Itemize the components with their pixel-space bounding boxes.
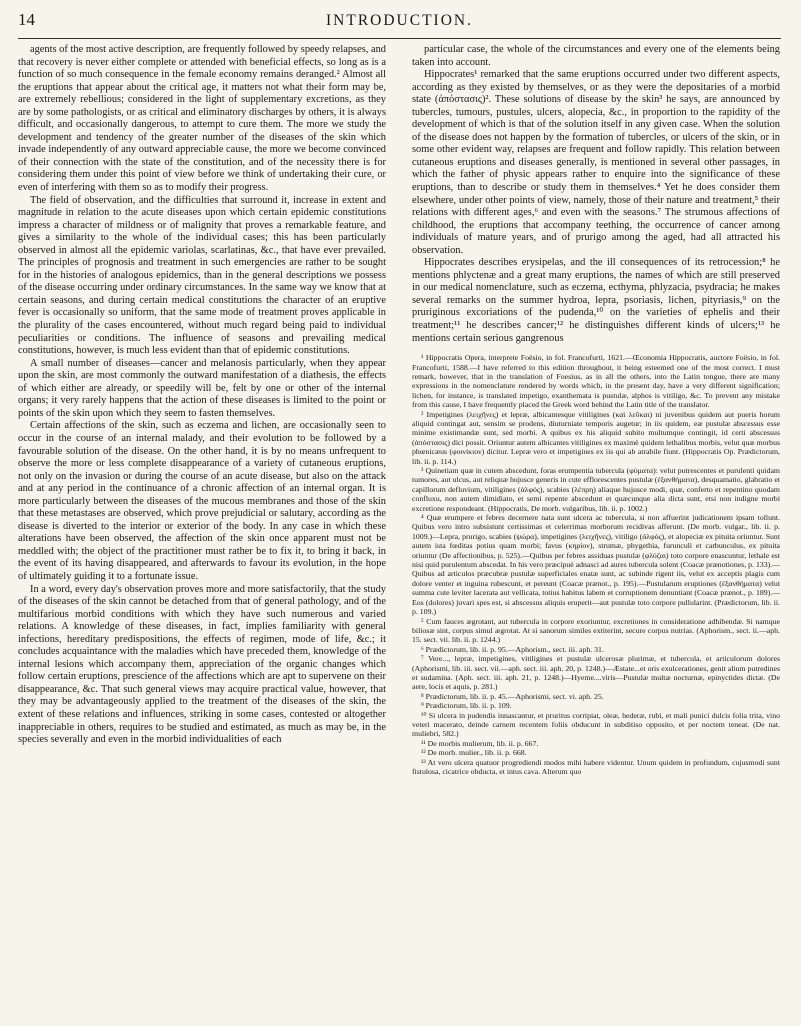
footnote: ⁹ Prædictorum, lib. ii. p. 109.: [421, 701, 512, 711]
left-paragraph: agents of the most active description, are frequently followed by speedy relapses, and that recovery is never either complete or attended with beneficial effects, so long as is a function of so much consequence in the female economy remains deranged.² Almost all the eruptions that appear about the critical age, it matters not what their form may be, are extremely rebellious; considered in the light of supplementary excretions, as they are by some pathologists, or as critical and eliminatory discharges by others, it is always difficult, and occasionally dangerous, to attempt to cure them. The more we study the development and tendency of the greater number of the diseases of the skin which invade independently of any outward appreciable cause, the more we become convinced of their connection with the state of the constitution, and of the necessity there is for considering them under this point of view before we think of undertaking their cure, or even of interfering with them so as to modify their progress.: [18, 44, 386, 194]
left-paragraph: A small number of diseases—cancer and melanosis particularly, when they appear upon the skin, are most commonly the outward manifestation of a diathesis, the effects of which either are already, or speedily will be, felt by one or other of the internal organs; it very rarely happens that the action of these diseases is limited to the point or points of the skin upon which they seem to fasten themselves.: [18, 357, 386, 419]
left-paragraph: The field of observation, and the difficulties that surround it, increase in extent and magnitude in relation to the acute diseases upon which certain epidemic constitutions impress a character of mildness or of malignity that proves a remarkable feature, and gives a similarity to the whole of the individual cases; this has been particularly observed in almost all the epidemic variolas, scarlatinas, &c., that have ever prevailed. The principles of prognosis and treatment in such emergencies are rather to be sought for in the histories of analogous epidemics, than in the general descriptions we possess of the disease occurring under ordinary circumstances. In the same way we know that at certain seasons, and during certain medical constitutions the character of an eruptive fever is occasionally so uniform, that the same mode of treatment proves applicable in the plurality of the cases encountered, without much regard being paid to individual peculiarities or conditions. The influence of seasons and prevailing medical constitutions, however, is much less evident than that of epidemic constitutions.: [18, 194, 386, 357]
footnote: ² Impetigines (λειχῆνες) et lepræ, albicantesque vitiligines (καὶ λεῦκαι) ni juvenibus quidem aut pueris horum aliquid contingat aut, sensim se prodens, diuturniate temporis augetur; in iis quidem, eæ pustulæ abscessus esse minime existimandæ sunt, sed morbi. A quibus ex his aliquid subito multumque contingit, id certi abscessus (ἀπόστασις) dici possit. Oriuntur autem albicantes vitiligines ex maximè quidem lethalibus morbis, velut quæ morbus phœnicæus (φοινίκιον) dicitur. Lepræ vero et impetigines ex iis qui ab atrabile fiunt. (Hippocratis Op. Prædictorum, lib. ii. p. 114.): [412, 409, 780, 466]
footnote: ⁷ Vere..., lepræ, impetigines, vitiligines et pustulæ ulcerosæ plurimæ, et tubercula, et articulorum dolores (Aphorismi, lib. iii. sect. vii.—aph. sect. iii. aph. 20, p. 1248.)—Æstate...et oris exulcerationes, genit alium putredines et sudamina. (Aph. sect. iii. aph. 21, p. 1248.)—Hyeme....viris—Pustulæ multæ nocturnæ, epinyctides dictæ. (De aere, locis et aquis, p. 281.): [412, 654, 780, 692]
footnote: ¹ Hippocratis Opera, interprete Foësio, in fol. Francofurti, 1621.—Œconomia Hippocratis, auctore Foësio, in fol. Francofurti, 1588.—I have referred to this edition throughout, it being esteemed one of the most correct. I must remark, however, that in the translation of Foesius, as in all the others, into the Latin tongue, there are many expressions in the nomenclature rendered by words which, in the present day, have a very different signification; lichen, for instance, is translated impetigo, exanthemata is pustulæ, alphos is vitiligo, &c. To prevent any mistake from this cause, I have frequently placed the Greek word behind the Latin title of the translator.: [412, 353, 780, 410]
footnote: ³ Quinetiam quæ in cutem abscedunt, foras erumpentia tubercula (φύματα): velut putrescentes et purulenti quidam tumores, aut ulcus, aut reliquæ hujusce generis in cute efflorescentes pustulæ (ἐξανθήματα), desquamatio, glabratio et capillorum defluvium, vitiligines (ἀλφός), scabies (λέπρη) aliaque hujusce modi, quæ, conferto et repentino quodam confluxu, non autem dimidiato, et semi repente abscedunt et quæcunque alia dicta sunt, etsi non indigne morbi excretione respondeant. (Hippocratis, De morb. vulgaribus, lib. ii. p. 1002.): [412, 466, 780, 513]
footnote: ¹¹ De morbis mulierum, lib. ii. p. 667.: [421, 738, 539, 748]
footnote: ⁴ Quæ erumpere et febres decernere nata sunt ulcera ac tubercula, si non affuerint judicationem ipsam tollunt. Quibus vero intro subsistunt certissimas et celerrimas morborum recidivas afferunt. (De morb. vulgar., lib. ii. p. 1009.)—Lepra, prurigo, scabies (ψώρα), impetigines (λειχῆνες), vitiligo (ἀλφός), et alopeciæ ex pituita oriuntur. Sunt autem ista fœditas potius quam morbi; favus (κηρίον), strumæ, phygethia, furunculi et carbunculus, ex pituita oriuntur (De affectionibus, p. 525).—Quibus per febres assiduas pustulæ (φλύζαι) toto corpore enascuntur, lethale est nisi quid purulentum abscedat. In his vero præcipuè adnasci ad aures tubercula solent (Coacæ prænotiones, p. 133).—Quibus ad articulos præcubræ pustulæ superficiales enatæ sunt, ac subinde rigent iis, velut ex acceptis plagis cum dolore venter et inguina rubescunt, et pereunt (Coacæ prænot., p. 195).—Pustularum eruptiones (ἐξανθήματα) velut summa cute leviter lacerata aut vellicata, totius habitus labem et corruptionem denuntiant (Coacæ prænot., p. 189).—Eos (dolores) juvari spes est, si abscessus aliquis eruperit—aut pustulæ toto corpore pullularint. (Prædictorum, lib. ii. p. 109.): [412, 513, 780, 617]
right-column: [412, 44, 780, 776]
footnote: ⁸ Prædictorum, lib. ii. p. 45.—Aphorismi, sect. vi. aph. 25.: [421, 691, 604, 701]
footnote: ¹² De morb. mulier., lib. ii. p. 668.: [421, 748, 527, 758]
right-paragraph: Hippocrates¹ remarked that the same eruptions occurred under two different aspects, according as they existed by themselves, or as they were the depositaries of a morbid state (ἀπόστασις)². These solutions of disease by the skin³ he says, are announced by tubercles, tumours, pustules, ulcers, alopecia, &c., in proportion to the rapidity of the development of which is that of the solution itself in any given case. When the solution of the disease does not happen by the formation of tubercles, or ulcers of the skin, or in some other evident way, relapses are frequent and follow rapidly. This relation between cutaneous eruptions and diseases generally, is mentioned in several other passages, in which the father of physic appears rather to enquire into the significance of these eruptions, than to describe or study them in themselves.⁴ Yet he does consider them elsewhere, under other points of view, namely, those of their nature and treatment,⁵ their relations with different ages,⁶ and even with the seasons.⁷ The strumous affections of childhood, the eruptions that accompany teething, the occurrence of cancer among individuals of mature years, and of prurigo among the aged, had all attracted his observation.: [412, 69, 780, 256]
page-number: 14: [18, 10, 35, 29]
footnote: ¹³ At vero ulcera quatuor progrediendi modos mihi habere videntur. Unum quidem in profundum, cujusmodi sunt fistulosa, cicatrice obducta, et intus cava. Alterum quo: [412, 757, 780, 776]
right-paragraph: particular case, the whole of the circumstances and every one of the elements being taken into account.: [412, 44, 780, 68]
footnote: ⁵ Cum fauces ægrotant, aut tubercula in corpore exoriuntur, excretiones in consideratione adhibendæ. Si namque biliosæ sint, corpus simul ægrotat. At si sanorum similes extiterint, secure corpus nutrias. (Aphorism., sect. ii.—aph. 15. sect. vii. lib. ii. p. 1244.): [412, 616, 780, 645]
page-header: [18, 8, 781, 39]
right-paragraph: Hippocrates describes erysipelas, and the ill consequences of its retrocession;⁸ he mentions phlyctenæ and a great many eruptions, the names of which are still preserved in our medical nomenclature, such as eczema, ecthyma, phlyzacia, psydracia; he makes several remarks on the summer hydroa, lepra, psoriasis, lichen, pityriasis,⁹ on the pruriginous excoriations of the pudenda,¹⁰ on the varieties of ephelis and their treatment;¹¹ he describes cancer;¹² he distinguishes different kinds of ulcers;¹³ he mentions certain serious gangrenous: [412, 257, 780, 344]
left-paragraph: Certain affections of the skin, such as eczema and lichen, are occasionally seen to occur in the course of an internal malady, and their evolution to be followed by a favourable solution of the disease. On the other hand, it is by no means unfrequent to observe the more or less complete disappearance of a variety of cutaneous eruptions, not only on the invasion or during the course of an acute disease, but also on the attack and at any period in the continuance of a chronic affection of an internal organ. It is more particularly between the diseases of the mucous membranes and those of the skin that these metastases are observed, which prove prejudicial or salutary, according as the disease is diverted to the interior or exterior of the body. In any case in which these alterations have been observed, the affection of the skin once apparent must not be meddled with; the object of the practitioner must rather be to fix it, to bring it back, in the event of its having disappeared, and afterwards to favour its evolution, in the hope of ultimately guiding it to a fortunate issue.: [18, 420, 386, 582]
footnote: ¹⁰ Si ulcera in pudendis innascantur, et pruritus corripiat, oleæ, hederæ, rubi, et mali punici dulcis folia trita, vino veteri macerato, deinde carnem recentem foliis obducunt in subditiso opposito, et per noctem teneat. (De nat. muliebri, 582.): [412, 710, 780, 739]
left-paragraph: In a word, every day's observation proves more and more satisfactorily, that the study of the diseases of the skin cannot be detached from that of general pathology, and of the multifarious morbid conditions with which they have such numerous and varied relations. A knowledge of these diseases, in fact, implies familiarity with general infections, hereditary predispositions, the effects of regimen, mode of life, &c.; it concludes acquaintance with the maladies which have preceded them, knowledge of the internal lesions which accompany them, appreciation of the organic changes which follow certain eruptions, prescience of the affections which are apt to supervene on their disappearance, &c. That such general views may acquire practical value, however, that they may be advantageously applied to the treatment of the diseases of the skin, the extent of these relations and influences, striking in some cases, contested or altogether inappreciable in others, requires to be studied and estimated, as much as may be, in the species severally and even in the morbid individualities of each: [18, 583, 386, 746]
footnote: ⁶ Prædictorum, lib. ii. p. 95.—Aphorism., sect. iii. aph. 31.: [421, 644, 604, 654]
left-column: [18, 44, 386, 747]
running-title: INTRODUCTION.: [326, 12, 473, 29]
footnotes: [412, 353, 780, 776]
